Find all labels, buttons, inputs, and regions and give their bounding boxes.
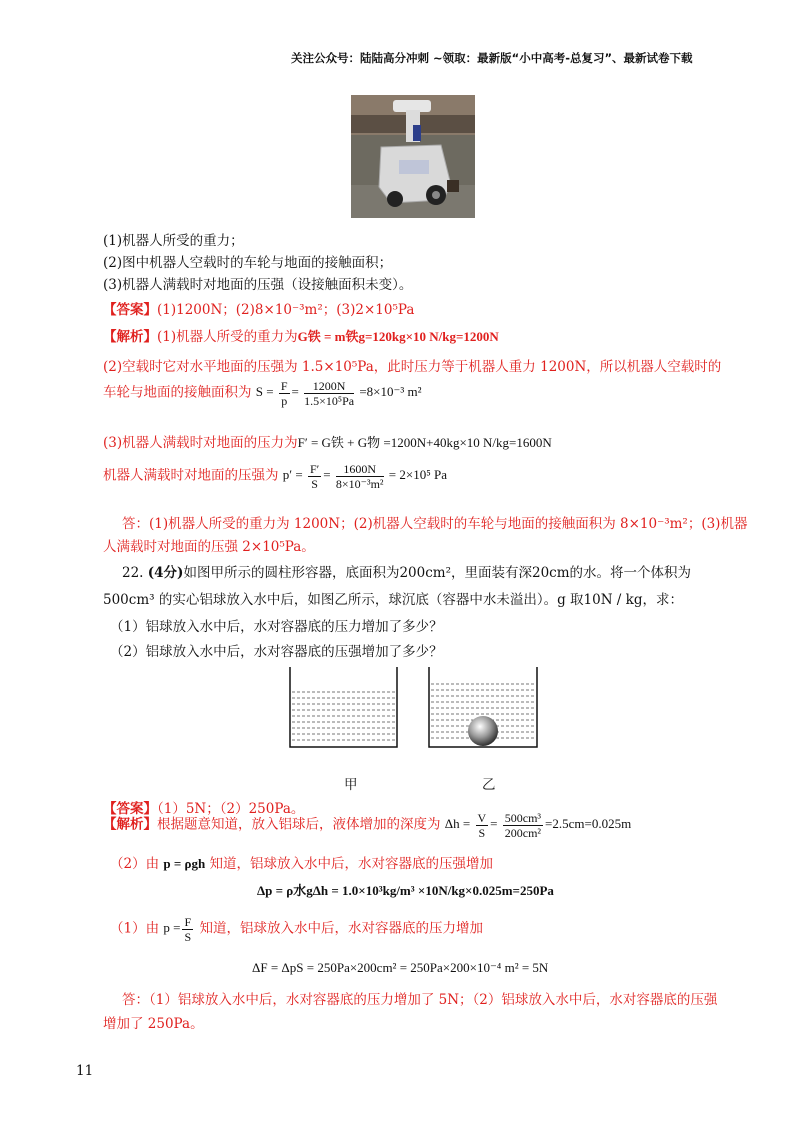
analysis-text: (1)机器人所受的重力为 bbox=[157, 329, 298, 345]
analysis-text: 机器人满载时对地面的压强为 bbox=[103, 467, 279, 484]
answer-tag: 【答案】 bbox=[103, 801, 157, 817]
q22-analysis-3-eq: ΔF = ΔpS = 250Pa×200cm² = 250Pa×200×10⁻⁴ m² = 5N bbox=[252, 960, 549, 975]
fig-label-b: 乙 bbox=[482, 777, 496, 793]
equation: p′ = $\frac{F'}{S}$ = $\frac{1600N}{\text{8×10⁻³m²}}$ = 2×10⁵ Pa bbox=[282, 462, 447, 491]
q22-conclusion-1: 答：（1）铝球放入水中后，水对容器底的压力增加了 5N；（2）铝球放入水中后，水对容器底的压强 bbox=[122, 992, 718, 1008]
page-number: 11 bbox=[76, 1063, 94, 1079]
q22-conclusion-2: 增加了 250Pa。 bbox=[103, 1016, 204, 1032]
question-score: (4分) bbox=[147, 565, 184, 581]
q21-answer bbox=[103, 298, 414, 318]
q21-analysis-4 bbox=[103, 462, 447, 491]
q22-analysis-2 bbox=[110, 852, 493, 872]
analysis-text: （1）由 bbox=[110, 920, 160, 937]
beaker-b bbox=[429, 667, 537, 747]
question-number: 22. bbox=[122, 565, 144, 581]
q22-sub2: （2）铝球放入水中后，水对容器底的压强增加了多少？ bbox=[110, 644, 443, 660]
q21-sub3: (3)机器人满载时对地面的压强（设接触面积未变）。 bbox=[103, 277, 413, 293]
q21-sub2: (2)图中机器人空载时的车轮与地面的接触面积； bbox=[103, 255, 393, 271]
answer-text: （1）5N；（2）250Pa。 bbox=[157, 801, 305, 817]
answer-text: (1)1200N；(2)8×10⁻³m²；(3)2×10⁵Pa bbox=[157, 302, 415, 318]
q22-stem-line2: 500cm³ 的实心铝球放入水中后，如图乙所示，球沉底（容器中水未溢出）。g 取10N / kg，求： bbox=[103, 592, 683, 608]
analysis-tag: 【解析】 bbox=[103, 816, 157, 833]
question-stem: 如图甲所示的圆柱形容器，底面积为200cm²，里面装有深20cm的水。将一个体积为 bbox=[183, 565, 692, 581]
analysis-text: 知道，铝球放入水中后，水对容器底的压强增加 bbox=[209, 856, 494, 872]
equation: S = $\frac{F}{p}$ = $\frac{1200N}{\text{1.5×10⁵Pa}}$ =8×10⁻³ m² bbox=[255, 379, 422, 408]
analysis-text: 车轮与地面的接触面积为 bbox=[103, 384, 252, 401]
q22-analysis-1 bbox=[103, 811, 631, 840]
aluminum-ball bbox=[468, 716, 498, 746]
q21-conclusion-1: 答：(1)机器人所受的重力为 1200N；(2)机器人空载时的车轮与地面的接触面积为 8×10⁻³m²；(3)机器 bbox=[122, 516, 748, 532]
analysis-tag: 【解析】 bbox=[103, 329, 157, 345]
q22-sub1: （1）铝球放入水中后，水对容器底的压力增加了多少？ bbox=[110, 619, 443, 635]
q21-analysis-2-line1: (2)空载时它对水平地面的压强为 1.5×10⁵Pa，此时压力等于机器人重力 1200N，所以机器人空载时的 bbox=[103, 359, 722, 375]
robot-photo bbox=[351, 95, 475, 218]
fig-label-a: 甲 bbox=[344, 777, 358, 793]
q22-analysis-3 bbox=[110, 915, 483, 944]
formula: p = ρgh bbox=[163, 856, 206, 871]
q21-analysis-2-line2 bbox=[103, 379, 422, 408]
analysis-text: (3)机器人满载时对地面的压力为 bbox=[103, 435, 298, 451]
answer-tag: 【答案】 bbox=[103, 302, 157, 318]
analysis-text: 根据题意知道，放入铝球后，液体增加的深度为 bbox=[157, 816, 441, 833]
formula: p = $\frac{F}{S}$ bbox=[163, 915, 192, 944]
page-header: 关注公众号：陆陆高分冲刺 ~领取：最新版“小中高考-总复习”、最新试卷下载 bbox=[291, 51, 693, 65]
analysis-text: 知道，铝球放入水中后，水对容器底的压力增加 bbox=[199, 920, 483, 937]
equation: G铁 = m铁g=120kg×10 N/kg=1200N bbox=[297, 329, 499, 344]
q21-conclusion-2: 人满载时对地面的压强 2×10⁵Pa。 bbox=[103, 539, 315, 555]
beakers-figure bbox=[285, 662, 545, 772]
q21-sub1: (1)机器人所受的重力； bbox=[103, 233, 244, 249]
q22-stem-line1 bbox=[122, 561, 691, 581]
q21-analysis-1 bbox=[103, 325, 499, 345]
analysis-text: （2）由 bbox=[110, 856, 160, 872]
q22-analysis-2-eq: Δp = ρ水gΔh = 1.0×10³kg/m³ ×10N/kg×0.025m=250Pa bbox=[257, 883, 554, 898]
equation: F′ = G铁 + G物 =1200N+40kg×10 N/kg=1600N bbox=[297, 435, 552, 450]
q21-analysis-3 bbox=[103, 431, 552, 451]
beaker-a bbox=[290, 667, 397, 747]
equation: Δh = $\frac{V}{S}$ = $\frac{\text{500cm³}}{\text{200cm²}}$ =2.5cm=0.025m bbox=[444, 811, 632, 840]
